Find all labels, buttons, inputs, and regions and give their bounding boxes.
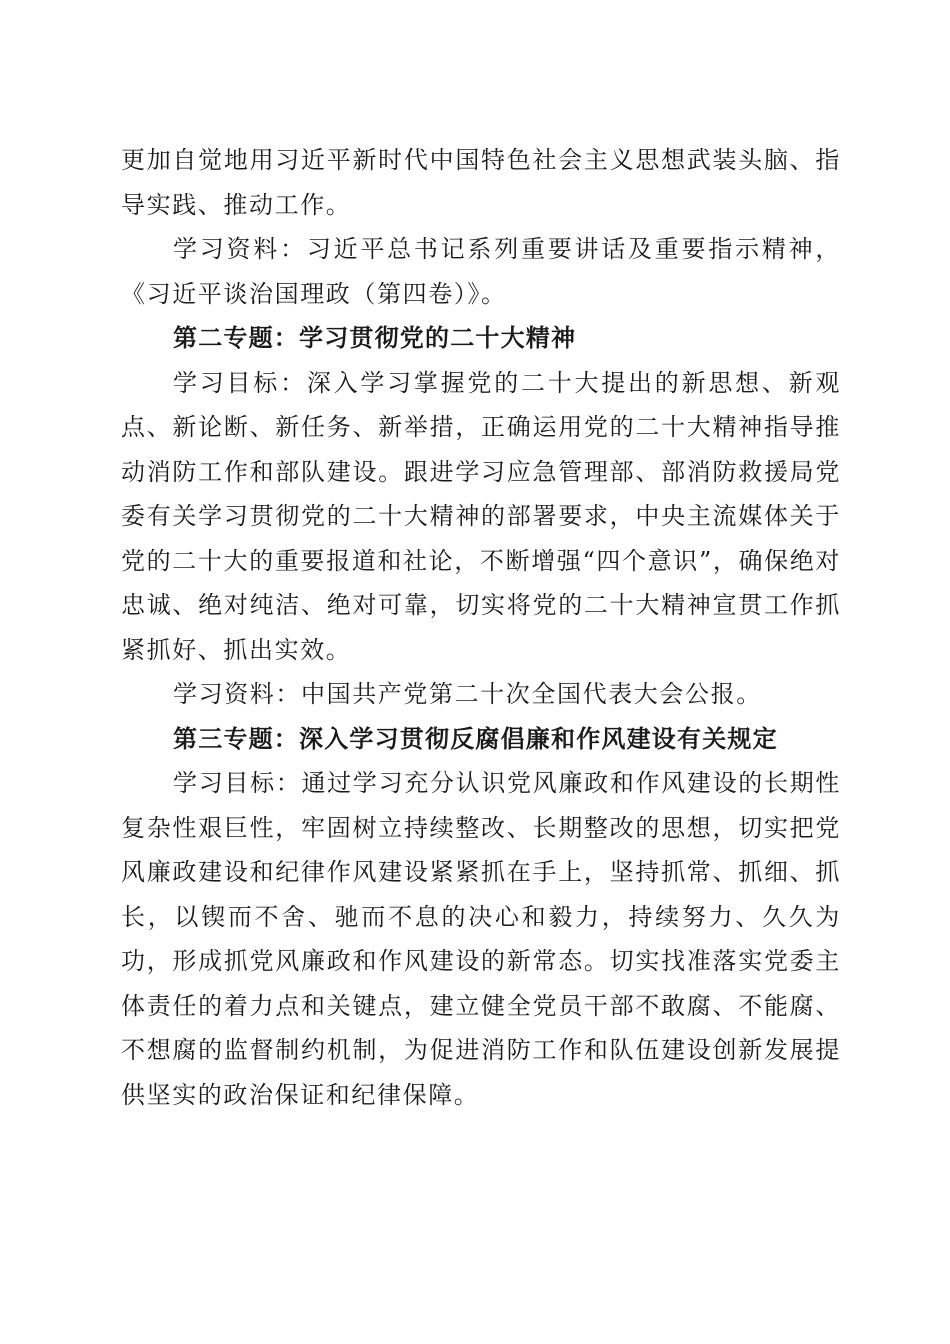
paragraph-study-materials-2: 学习资料：中国共产党第二十次全国代表大会公报。 bbox=[173, 680, 762, 708]
paragraph-study-materials-1: 学习资料：习近平总书记系列重要讲话及重要指示精神，《习近平谈治国理政（第四卷）》。 bbox=[121, 235, 841, 308]
paragraph-continuation: 更加自觉地用习近平新时代中国特色社会主义思想武装头脑、指导实践、推动工作。 bbox=[121, 146, 841, 219]
document-body bbox=[121, 138, 841, 1117]
heading-topic-2: 第二专题：学习贯彻党的二十大精神 bbox=[173, 323, 577, 352]
paragraph-study-goals-3: 学习目标：通过学习充分认识党风廉政和作风建设的长期性复杂性艰巨性，牢固树立持续整改、长期整改的思想，切实把党风廉政建设和纪律作风建设紧紧抓在手上，坚持抓常、抓细、抓长，以锲而不舍、驰而不息的决心和毅力，持续努力、久久为功，形成抓党风廉政和作风建设的新常态。切实找准落实党委主体责任的着力点和关键点，建立健全党员干部不敢腐、不能腐、不想腐的监督制约机制，为促进消防工作和队伍建设创新发展提供坚实的政治保证和纪律保障。 bbox=[121, 769, 841, 1109]
heading-topic-3: 第三专题：深入学习贯彻反腐倡廉和作风建设有关规定 bbox=[173, 723, 778, 753]
paragraph-study-goals-2: 学习目标：深入学习掌握党的二十大提出的新思想、新观点、新论断、新任务、新举措，正确运用党的二十大精神指导推动消防工作和部队建设。跟进学习应急管理部、部消防救援局党委有关学习贯彻党的二十大精神的部署要求，中央主流媒体关于党的二十大的重要报道和社论，不断增强“四个意识”，确保绝对忠诚、绝对纯洁、绝对可靠，切实将党的二十大精神宣贯工作抓紧抓好、抓出实效。 bbox=[121, 368, 841, 664]
